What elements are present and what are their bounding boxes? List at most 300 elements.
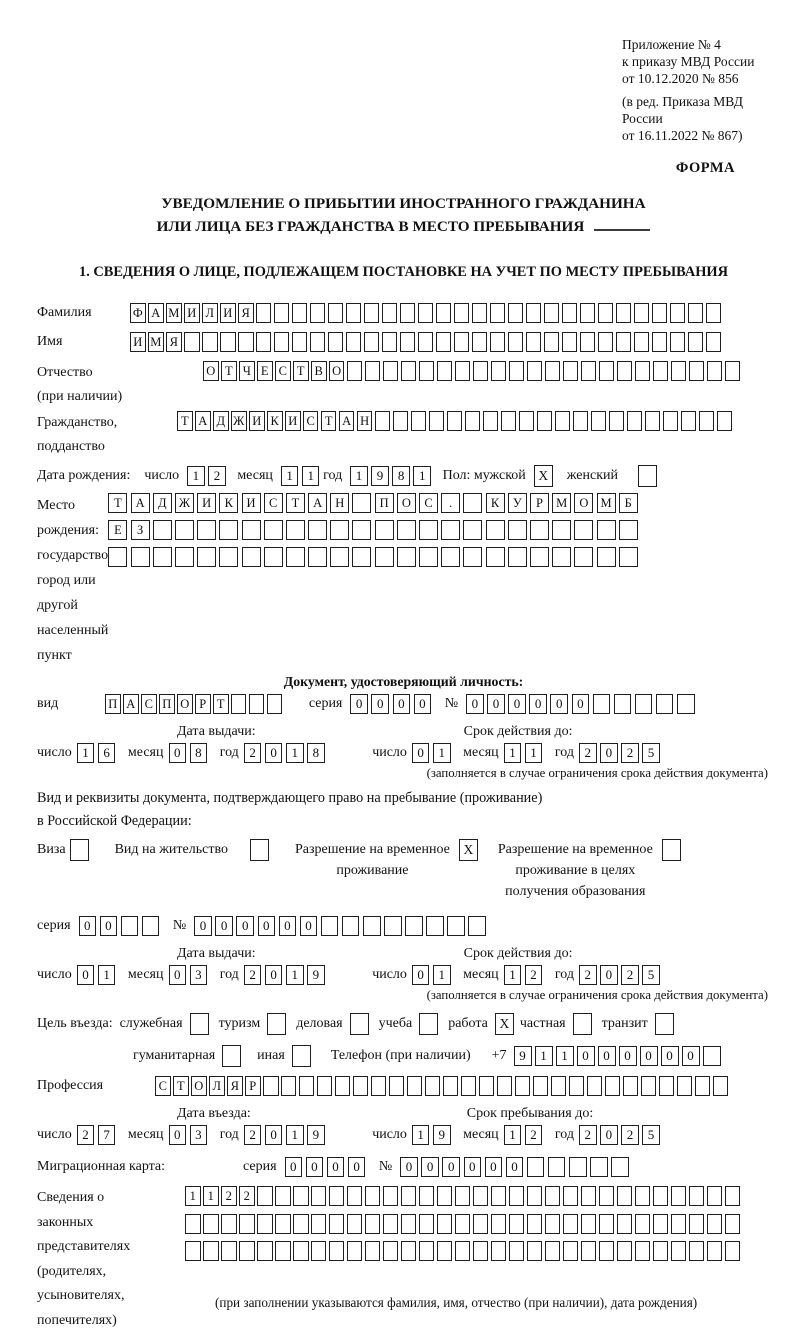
char-cell[interactable]: И (184, 303, 200, 323)
char-cell[interactable] (239, 1241, 255, 1261)
char-cell[interactable] (574, 520, 593, 540)
representatives-row1-field[interactable] (185, 1186, 743, 1206)
char-cell[interactable] (562, 303, 578, 323)
char-cell[interactable] (689, 1241, 705, 1261)
char-cell[interactable] (436, 303, 452, 323)
char-cell[interactable] (397, 547, 416, 567)
char-cell[interactable] (562, 332, 578, 352)
char-cell[interactable] (257, 1241, 273, 1261)
char-cell[interactable] (447, 411, 463, 431)
char-cell[interactable]: 9 (514, 1046, 532, 1066)
char-cell[interactable] (581, 1214, 597, 1234)
char-cell[interactable]: М (148, 332, 164, 352)
char-cell[interactable] (263, 1076, 279, 1096)
visa-checkbox[interactable] (70, 839, 89, 861)
char-cell[interactable] (645, 411, 661, 431)
char-cell[interactable] (707, 361, 723, 381)
char-cell[interactable] (486, 547, 505, 567)
char-cell[interactable]: Т (108, 493, 127, 513)
char-cell[interactable]: 0 (77, 965, 95, 985)
char-cell[interactable] (544, 332, 560, 352)
char-cell[interactable]: О (203, 361, 219, 381)
char-cell[interactable] (486, 520, 505, 540)
char-cell[interactable] (455, 1186, 471, 1206)
char-cell[interactable] (286, 547, 305, 567)
char-cell[interactable]: О (574, 493, 593, 513)
char-cell[interactable]: Л (209, 1076, 225, 1096)
char-cell[interactable]: 0 (79, 916, 97, 936)
char-cell[interactable] (605, 1076, 621, 1096)
char-cell[interactable]: И (130, 332, 146, 352)
char-cell[interactable] (707, 1186, 723, 1206)
char-cell[interactable] (526, 303, 542, 323)
char-cell[interactable]: 0 (265, 965, 283, 985)
char-cell[interactable] (670, 303, 686, 323)
char-cell[interactable] (131, 547, 150, 567)
char-cell[interactable] (443, 1076, 459, 1096)
char-cell[interactable] (599, 361, 615, 381)
char-cell[interactable] (292, 332, 308, 352)
entry-day-field[interactable] (77, 1125, 119, 1145)
char-cell[interactable] (463, 493, 482, 513)
char-cell[interactable] (365, 1214, 381, 1234)
char-cell[interactable] (555, 411, 571, 431)
char-cell[interactable] (286, 520, 305, 540)
char-cell[interactable] (491, 1241, 507, 1261)
char-cell[interactable] (454, 303, 470, 323)
char-cell[interactable] (635, 1214, 651, 1234)
char-cell[interactable] (544, 303, 560, 323)
char-cell[interactable]: Р (530, 493, 549, 513)
char-cell[interactable] (580, 303, 596, 323)
char-cell[interactable]: 0 (412, 743, 430, 763)
char-cell[interactable]: 2 (579, 965, 597, 985)
char-cell[interactable] (569, 1157, 587, 1177)
char-cell[interactable]: 0 (265, 1125, 283, 1145)
gender-male-checkbox[interactable]: X (534, 465, 553, 487)
char-cell[interactable] (347, 1241, 363, 1261)
char-cell[interactable] (329, 1241, 345, 1261)
char-cell[interactable] (472, 303, 488, 323)
char-cell[interactable] (383, 361, 399, 381)
identity-valid-month[interactable] (504, 743, 546, 763)
char-cell[interactable] (599, 1186, 615, 1206)
char-cell[interactable] (527, 1214, 543, 1234)
char-cell[interactable] (581, 1241, 597, 1261)
identity-valid-year[interactable] (579, 743, 663, 763)
char-cell[interactable] (441, 520, 460, 540)
char-cell[interactable] (454, 332, 470, 352)
char-cell[interactable] (515, 1076, 531, 1096)
char-cell[interactable] (689, 361, 705, 381)
char-cell[interactable] (364, 303, 380, 323)
char-cell[interactable] (545, 1241, 561, 1261)
char-cell[interactable] (677, 694, 695, 714)
char-cell[interactable] (202, 332, 218, 352)
char-cell[interactable]: Б (619, 493, 638, 513)
char-cell[interactable] (175, 547, 194, 567)
char-cell[interactable]: 1 (98, 965, 116, 985)
name-field[interactable] (130, 332, 723, 352)
char-cell[interactable] (552, 547, 571, 567)
char-cell[interactable]: О (329, 361, 345, 381)
char-cell[interactable] (677, 1076, 693, 1096)
char-cell[interactable]: 0 (400, 1157, 418, 1177)
char-cell[interactable] (619, 547, 638, 567)
birthplace-row3-field[interactable] (108, 547, 641, 567)
char-cell[interactable] (671, 361, 687, 381)
char-cell[interactable]: 1 (286, 743, 304, 763)
char-cell[interactable]: 0 (265, 743, 283, 763)
representatives-row2-field[interactable] (185, 1214, 743, 1234)
char-cell[interactable]: 0 (487, 694, 505, 714)
char-cell[interactable] (393, 411, 409, 431)
char-cell[interactable] (383, 1186, 399, 1206)
char-cell[interactable] (346, 332, 362, 352)
char-cell[interactable]: 0 (550, 694, 568, 714)
char-cell[interactable]: 0 (572, 694, 590, 714)
char-cell[interactable] (397, 520, 416, 540)
char-cell[interactable] (328, 332, 344, 352)
char-cell[interactable] (153, 547, 172, 567)
char-cell[interactable]: 0 (421, 1157, 439, 1177)
char-cell[interactable]: 2 (621, 743, 639, 763)
char-cell[interactable] (264, 520, 283, 540)
char-cell[interactable] (275, 1241, 291, 1261)
char-cell[interactable]: З (131, 520, 150, 540)
char-cell[interactable] (699, 411, 715, 431)
char-cell[interactable] (346, 303, 362, 323)
stay-month-field[interactable] (504, 1125, 546, 1145)
char-cell[interactable]: 5 (642, 965, 660, 985)
char-cell[interactable] (519, 411, 535, 431)
char-cell[interactable]: 1 (286, 1125, 304, 1145)
char-cell[interactable]: 2 (239, 1186, 255, 1206)
char-cell[interactable] (330, 547, 349, 567)
char-cell[interactable]: А (308, 493, 327, 513)
char-cell[interactable] (617, 1214, 633, 1234)
char-cell[interactable] (185, 1241, 201, 1261)
char-cell[interactable] (619, 520, 638, 540)
entry-month-field[interactable] (169, 1125, 211, 1145)
char-cell[interactable] (335, 1076, 351, 1096)
char-cell[interactable] (242, 520, 261, 540)
char-cell[interactable]: Т (221, 361, 237, 381)
phone-field[interactable] (514, 1046, 724, 1066)
char-cell[interactable]: 0 (169, 1125, 187, 1145)
char-cell[interactable] (545, 361, 561, 381)
char-cell[interactable]: П (105, 694, 121, 714)
char-cell[interactable] (617, 361, 633, 381)
char-cell[interactable] (365, 1186, 381, 1206)
char-cell[interactable] (671, 1186, 687, 1206)
residence-number-field[interactable] (194, 916, 489, 936)
char-cell[interactable]: С (303, 411, 319, 431)
char-cell[interactable] (616, 332, 632, 352)
char-cell[interactable]: 0 (194, 916, 212, 936)
char-cell[interactable] (274, 303, 290, 323)
char-cell[interactable] (552, 520, 571, 540)
char-cell[interactable]: 3 (190, 965, 208, 985)
char-cell[interactable] (352, 547, 371, 567)
char-cell[interactable] (383, 1241, 399, 1261)
char-cell[interactable]: Е (257, 361, 273, 381)
char-cell[interactable]: 0 (306, 1157, 324, 1177)
char-cell[interactable]: 1 (350, 466, 368, 486)
char-cell[interactable]: Н (357, 411, 373, 431)
char-cell[interactable] (653, 1241, 669, 1261)
char-cell[interactable]: . (441, 493, 460, 513)
char-cell[interactable] (418, 332, 434, 352)
char-cell[interactable] (108, 547, 127, 567)
char-cell[interactable] (653, 1186, 669, 1206)
char-cell[interactable] (508, 547, 527, 567)
char-cell[interactable] (293, 1241, 309, 1261)
char-cell[interactable] (527, 361, 543, 381)
char-cell[interactable] (548, 1157, 566, 1177)
residence-permit-checkbox[interactable] (250, 839, 269, 861)
char-cell[interactable] (382, 303, 398, 323)
char-cell[interactable]: 1 (556, 1046, 574, 1066)
char-cell[interactable]: К (219, 493, 238, 513)
char-cell[interactable]: Т (213, 694, 229, 714)
char-cell[interactable] (419, 520, 438, 540)
char-cell[interactable] (725, 1214, 741, 1234)
char-cell[interactable] (468, 916, 486, 936)
char-cell[interactable]: 8 (307, 743, 325, 763)
char-cell[interactable] (656, 694, 674, 714)
char-cell[interactable] (185, 1214, 201, 1234)
char-cell[interactable]: 0 (640, 1046, 658, 1066)
char-cell[interactable]: С (155, 1076, 171, 1096)
char-cell[interactable]: 9 (307, 965, 325, 985)
char-cell[interactable] (347, 1186, 363, 1206)
char-cell[interactable]: 0 (348, 1157, 366, 1177)
char-cell[interactable]: У (508, 493, 527, 513)
char-cell[interactable] (681, 411, 697, 431)
char-cell[interactable]: 0 (300, 916, 318, 936)
char-cell[interactable]: 0 (600, 965, 618, 985)
char-cell[interactable]: 1 (185, 1186, 201, 1206)
temp-residence-edu-checkbox[interactable] (662, 839, 681, 861)
char-cell[interactable]: 2 (244, 1125, 262, 1145)
char-cell[interactable] (317, 1076, 333, 1096)
char-cell[interactable] (267, 694, 283, 714)
residence-series-field[interactable] (79, 916, 163, 936)
residence-valid-month[interactable] (504, 965, 546, 985)
char-cell[interactable]: 9 (371, 466, 389, 486)
char-cell[interactable] (407, 1076, 423, 1096)
char-cell[interactable] (429, 411, 445, 431)
char-cell[interactable] (671, 1214, 687, 1234)
char-cell[interactable] (382, 332, 398, 352)
char-cell[interactable]: Т (321, 411, 337, 431)
char-cell[interactable] (508, 303, 524, 323)
char-cell[interactable] (311, 1214, 327, 1234)
char-cell[interactable]: 0 (508, 694, 526, 714)
char-cell[interactable] (461, 1076, 477, 1096)
char-cell[interactable] (472, 332, 488, 352)
char-cell[interactable] (530, 547, 549, 567)
char-cell[interactable] (473, 1241, 489, 1261)
char-cell[interactable] (257, 1186, 273, 1206)
char-cell[interactable]: Р (245, 1076, 261, 1096)
char-cell[interactable]: 1 (525, 743, 543, 763)
char-cell[interactable] (597, 547, 616, 567)
char-cell[interactable] (598, 332, 614, 352)
char-cell[interactable]: 0 (485, 1157, 503, 1177)
char-cell[interactable]: Т (293, 361, 309, 381)
char-cell[interactable]: И (285, 411, 301, 431)
char-cell[interactable] (220, 332, 236, 352)
char-cell[interactable] (329, 1214, 345, 1234)
char-cell[interactable] (671, 1241, 687, 1261)
char-cell[interactable] (689, 1186, 705, 1206)
char-cell[interactable]: 2 (621, 965, 639, 985)
char-cell[interactable] (501, 411, 517, 431)
char-cell[interactable] (483, 411, 499, 431)
char-cell[interactable] (725, 361, 741, 381)
char-cell[interactable]: Н (330, 493, 349, 513)
char-cell[interactable] (353, 1076, 369, 1096)
char-cell[interactable]: 0 (169, 965, 187, 985)
char-cell[interactable] (365, 361, 381, 381)
char-cell[interactable] (221, 1241, 237, 1261)
char-cell[interactable] (508, 520, 527, 540)
migration-series-field[interactable] (285, 1157, 369, 1177)
char-cell[interactable] (142, 916, 160, 936)
char-cell[interactable]: И (242, 493, 261, 513)
char-cell[interactable]: 0 (215, 916, 233, 936)
char-cell[interactable] (509, 1186, 525, 1206)
char-cell[interactable]: Т (173, 1076, 189, 1096)
purpose-transit-checkbox[interactable] (655, 1013, 674, 1035)
char-cell[interactable]: П (159, 694, 175, 714)
char-cell[interactable]: К (486, 493, 505, 513)
char-cell[interactable]: 6 (98, 743, 116, 763)
char-cell[interactable] (527, 1157, 545, 1177)
char-cell[interactable]: 1 (187, 466, 205, 486)
char-cell[interactable]: 5 (642, 1125, 660, 1145)
char-cell[interactable]: П (375, 493, 394, 513)
char-cell[interactable]: 1 (302, 466, 320, 486)
char-cell[interactable]: 0 (577, 1046, 595, 1066)
purpose-humanitarian-checkbox[interactable] (222, 1045, 241, 1067)
char-cell[interactable]: С (264, 493, 283, 513)
char-cell[interactable] (695, 1076, 711, 1096)
char-cell[interactable] (389, 1076, 405, 1096)
char-cell[interactable]: 2 (525, 1125, 543, 1145)
char-cell[interactable] (308, 520, 327, 540)
char-cell[interactable] (598, 303, 614, 323)
char-cell[interactable] (465, 411, 481, 431)
char-cell[interactable] (706, 303, 722, 323)
representatives-row3-field[interactable] (185, 1241, 743, 1261)
char-cell[interactable]: А (131, 493, 150, 513)
char-cell[interactable] (371, 1076, 387, 1096)
char-cell[interactable] (635, 694, 653, 714)
char-cell[interactable] (617, 1186, 633, 1206)
char-cell[interactable] (310, 332, 326, 352)
residence-issue-month[interactable] (169, 965, 211, 985)
char-cell[interactable] (419, 1241, 435, 1261)
char-cell[interactable]: 0 (393, 694, 411, 714)
char-cell[interactable]: 2 (244, 965, 262, 985)
char-cell[interactable] (641, 1076, 657, 1096)
char-cell[interactable] (703, 1046, 721, 1066)
char-cell[interactable] (688, 332, 704, 352)
char-cell[interactable] (175, 520, 194, 540)
char-cell[interactable] (490, 303, 506, 323)
char-cell[interactable] (569, 1076, 585, 1096)
char-cell[interactable] (401, 361, 417, 381)
char-cell[interactable] (614, 694, 632, 714)
char-cell[interactable] (275, 1214, 291, 1234)
char-cell[interactable] (634, 332, 650, 352)
char-cell[interactable]: 0 (414, 694, 432, 714)
char-cell[interactable] (652, 332, 668, 352)
char-cell[interactable] (221, 1214, 237, 1234)
char-cell[interactable] (706, 332, 722, 352)
char-cell[interactable]: 1 (504, 743, 522, 763)
char-cell[interactable] (652, 303, 668, 323)
char-cell[interactable] (441, 547, 460, 567)
char-cell[interactable]: 1 (413, 466, 431, 486)
char-cell[interactable] (707, 1241, 723, 1261)
char-cell[interactable] (551, 1076, 567, 1096)
char-cell[interactable] (256, 303, 272, 323)
char-cell[interactable] (563, 361, 579, 381)
char-cell[interactable] (293, 1186, 309, 1206)
char-cell[interactable]: 8 (392, 466, 410, 486)
char-cell[interactable]: 0 (258, 916, 276, 936)
char-cell[interactable] (197, 547, 216, 567)
char-cell[interactable] (707, 1214, 723, 1234)
char-cell[interactable]: Я (238, 303, 254, 323)
char-cell[interactable] (426, 916, 444, 936)
residence-valid-day[interactable] (412, 965, 454, 985)
char-cell[interactable] (653, 1214, 669, 1234)
char-cell[interactable] (463, 547, 482, 567)
char-cell[interactable]: 2 (525, 965, 543, 985)
char-cell[interactable] (281, 1076, 297, 1096)
char-cell[interactable] (545, 1186, 561, 1206)
char-cell[interactable]: С (419, 493, 438, 513)
char-cell[interactable] (563, 1241, 579, 1261)
char-cell[interactable]: М (597, 493, 616, 513)
char-cell[interactable] (635, 1186, 651, 1206)
char-cell[interactable] (418, 303, 434, 323)
identity-valid-day[interactable] (412, 743, 454, 763)
char-cell[interactable]: 1 (77, 743, 95, 763)
char-cell[interactable] (363, 916, 381, 936)
char-cell[interactable]: В (311, 361, 327, 381)
identity-issue-month[interactable] (169, 743, 211, 763)
char-cell[interactable] (256, 332, 272, 352)
char-cell[interactable]: 1 (281, 466, 299, 486)
char-cell[interactable]: 1 (433, 743, 451, 763)
char-cell[interactable] (455, 361, 471, 381)
char-cell[interactable] (411, 411, 427, 431)
char-cell[interactable]: 1 (203, 1186, 219, 1206)
char-cell[interactable] (400, 303, 416, 323)
purpose-study-checkbox[interactable] (419, 1013, 438, 1035)
char-cell[interactable]: М (552, 493, 571, 513)
birthplace-row1-field[interactable] (108, 493, 641, 513)
char-cell[interactable]: 0 (442, 1157, 460, 1177)
char-cell[interactable] (299, 1076, 315, 1096)
stay-year-field[interactable] (579, 1125, 663, 1145)
